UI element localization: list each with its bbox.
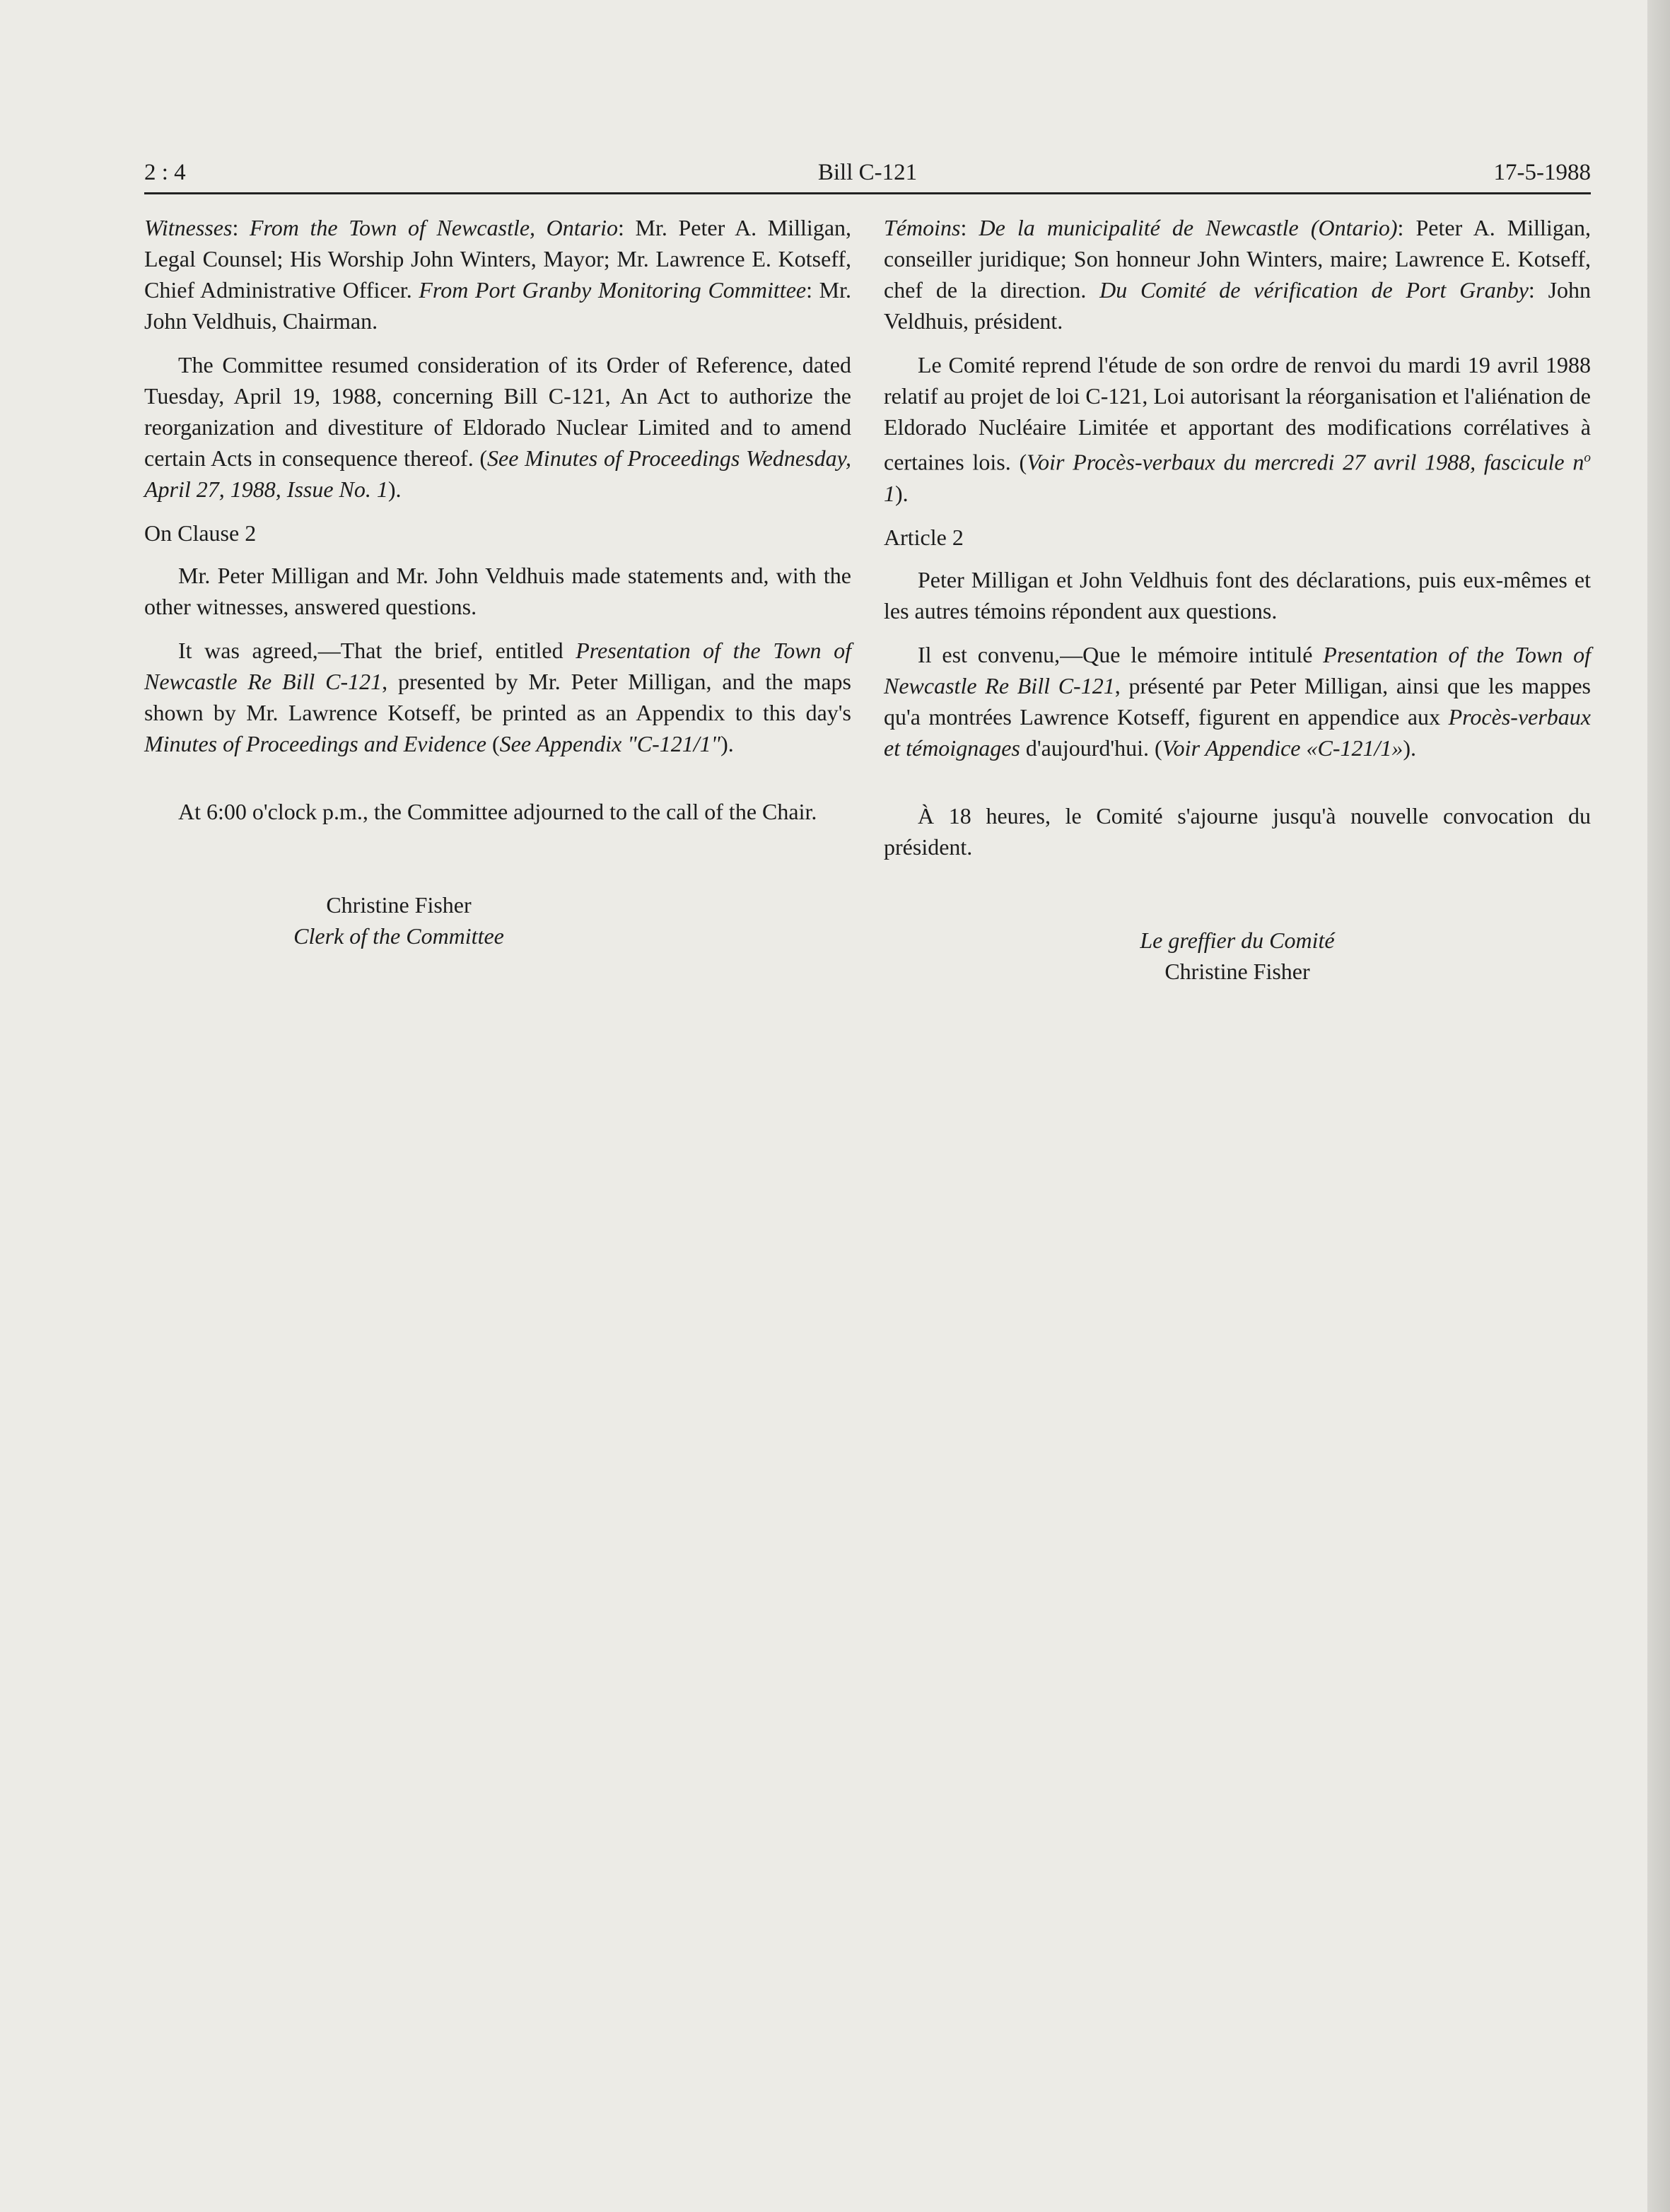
text-segment: Voir Procès-verbaux du mercredi 27 avril 1988, fascicule n	[1027, 449, 1584, 475]
witnesses-paragraph	[144, 212, 851, 337]
text-segment: See Minutes of Proceedings Wednesday, April 27, 1988, Issue No. 1	[144, 445, 852, 502]
text-segment: (	[486, 731, 500, 756]
text-segment: It was agreed,—That the brief, entitled	[178, 638, 576, 663]
english-column	[144, 212, 851, 952]
text-segment: , presented by Mr. Peter Milligan, and the maps shown by Mr. Lawrence Kotseff, be printed as an Appendix to this day's	[144, 669, 852, 725]
text-segment: d'aujourd'hui. (	[1020, 735, 1162, 761]
text-segment: : Mr. Peter A. Milligan, Legal Counsel; His Worship John Winters, Mayor; Mr. Lawrence E. Kotseff, Chief Administrative Officer.	[144, 215, 852, 303]
adjourned-paragraph: At 6:00 o'clock p.m., the Committee adjourned to the call of the Chair.	[178, 799, 817, 824]
page-edge-shadow	[1647, 0, 1670, 2212]
text-segment: See Appendix "C-121/1"	[499, 731, 721, 756]
text-segment: Presentation of the Town of Newcastle Re Bill C-121	[884, 641, 1591, 698]
declarations-paragraph: Peter Milligan et John Veldhuis font des déclarations, puis eux-mêmes et les autres témoins répondent aux questions.	[884, 566, 1591, 624]
clause-heading: On Clause 2	[144, 520, 257, 546]
text-segment: Witnesses	[144, 215, 233, 240]
text-segment: Du Comité de vérification de Port Granby	[1099, 277, 1529, 303]
text-segment: Voir Appendice «C-121/1»	[1162, 735, 1403, 761]
article-heading: Article 2	[884, 524, 964, 550]
text-segment: 1	[884, 480, 895, 506]
text-segment: :	[232, 215, 250, 240]
text-segment: ).	[387, 476, 402, 502]
page-header	[144, 154, 1591, 191]
text-segment: The Committee resumed consideration of its Order of Reference, dated Tuesday, April 19, 1988, concerning Bill C-121, An Act to authorize the reorganization and divestiture of Eldorado Nuclear Limited and to amend certain Acts in consequence thereof. (	[144, 352, 851, 471]
text-segment: Il est convenu,—Que le mémoire intitulé	[918, 641, 1324, 667]
text-segment: Minutes of Proceedings and Evidence	[144, 731, 486, 756]
signature-name-fr: Christine Fisher	[1164, 958, 1310, 984]
text-segment: ).	[1403, 735, 1417, 761]
resumed-paragraph	[144, 349, 851, 505]
text-segment: o	[1584, 450, 1592, 465]
statements-paragraph: Mr. Peter Milligan and Mr. John Veldhuis made statements and, with the other witnesses, answered questions.	[144, 563, 851, 619]
text-segment: : John Veldhuis, président.	[884, 277, 1592, 334]
text-segment: From the Town of Newcastle, Ontario	[249, 215, 619, 240]
text-segment: ).	[720, 731, 734, 756]
text-segment: Le Comité reprend l'étude de son ordre de renvoi du mardi 19 avril 1988 relatif au projet de loi C-121, Loi autorisant la réorganisation et l'aliénation de Eldorado Nucléaire Limitée et apportant des modifications corrélatives à certaines lois. (	[884, 352, 1591, 475]
page-number: 2 : 4	[144, 160, 186, 185]
text-segment: De la municipalité de Newcastle (Ontario)	[979, 215, 1398, 240]
text-segment: : Peter A. Milligan, conseiller juridique; Son honneur John Winters, maire; Lawrence E. Kotseff, chef de la direction.	[884, 215, 1592, 303]
convenu-paragraph	[884, 639, 1591, 763]
text-segment: From Port Granby Monitoring Committee	[419, 277, 807, 303]
signature-title-fr: Le greffier du Comité	[1140, 927, 1335, 953]
header-rule	[144, 192, 1591, 194]
french-column	[884, 212, 1591, 987]
text-segment: Presentation of the Town of Newcastle Re Bill C-121	[144, 638, 852, 694]
signature-block-fr	[884, 925, 1591, 987]
text-segment: :	[960, 215, 979, 240]
header-date: 17-5-1988	[1493, 160, 1591, 185]
text-segment: Témoins	[884, 215, 961, 240]
text-segment: Procès-verbaux et témoignages	[884, 703, 1591, 761]
signature-name: Christine Fisher	[326, 892, 472, 918]
reprend-paragraph	[884, 349, 1591, 509]
signature-block	[144, 889, 851, 952]
text-segment: , présenté par Peter Milligan, ainsi que les mappes qu'a montrées Lawrence Kotseff, figurent en appendice aux	[884, 672, 1592, 730]
ajourne-paragraph: À 18 heures, le Comité s'ajourne jusqu'à nouvelle convocation du président.	[884, 802, 1591, 860]
signature-title: Clerk of the Committee	[293, 923, 504, 949]
temoins-paragraph	[884, 212, 1591, 337]
agreed-paragraph	[144, 635, 851, 759]
bill-title: Bill C-121	[817, 160, 918, 185]
text-segment: ).	[895, 480, 909, 506]
text-segment: : Mr. John Veldhuis, Chairman.	[144, 277, 852, 334]
